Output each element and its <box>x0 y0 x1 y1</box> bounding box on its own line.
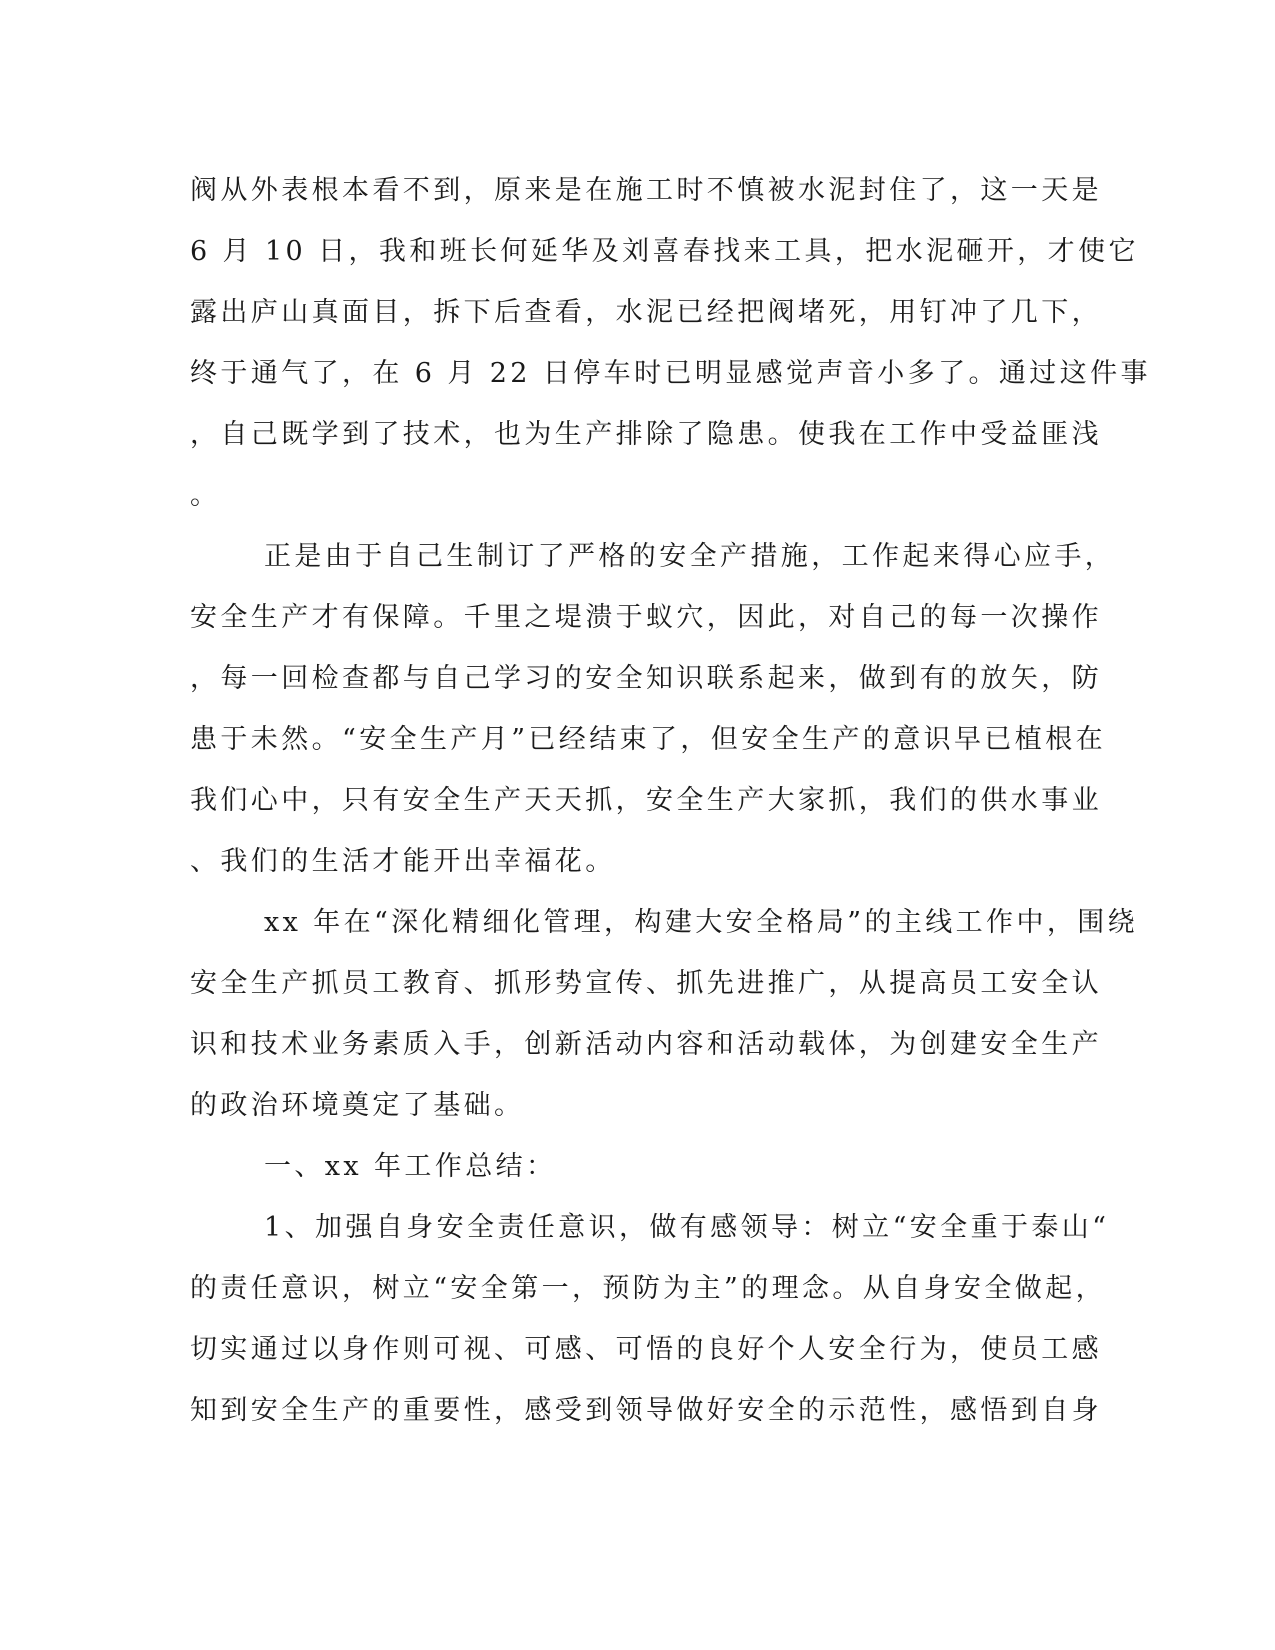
paragraph-start-line: 1、加强自身安全责任意识，做有感领导：树立“安全重于泰山“ <box>264 1212 1110 1243</box>
text-line: 安全生产抓员工教育、抓形势宣传、抓先进推广，从提高员工安全认 <box>190 968 1102 999</box>
text-line: 安全生产才有保障。千里之堤溃于蚁穴，因此，对自己的每一次操作 <box>190 602 1102 633</box>
paragraph-start-line: xx 年在“深化精细化管理，构建大安全格局”的主线工作中，围绕 <box>264 907 1139 938</box>
text-line: 、我们的生活才能开出幸福花。 <box>190 846 616 877</box>
text-line: ，每一回检查都与自己学习的安全知识联系起来，做到有的放矢，防 <box>190 663 1102 694</box>
paragraph-start-line: 正是由于自己生制订了严格的安全产措施，工作起来得心应手， <box>264 541 1116 572</box>
text-line: 阀从外表根本看不到，原来是在施工时不慎被水泥封住了，这一天是 <box>190 175 1102 206</box>
text-line: 的责任意识，树立“安全第一，预防为主”的理念。从自身安全做起， <box>190 1273 1107 1304</box>
text-line: 患于未然。“安全生产月”已经结束了，但安全生产的意识早已植根在 <box>190 724 1107 755</box>
text-line: 露出庐山真面目，拆下后查看，水泥已经把阀堵死，用钉冲了几下， <box>190 297 1102 328</box>
section-heading: 一、xx 年工作总结： <box>264 1151 557 1182</box>
text-line: 的政治环境奠定了基础。 <box>190 1090 525 1121</box>
text-line: 6 月 10 日，我和班长何延华及刘喜春找来工具，把水泥砸开，才使它 <box>190 236 1139 267</box>
text-line: 我们心中，只有安全生产天天抓，安全生产大家抓，我们的供水事业 <box>190 785 1102 816</box>
text-line: 识和技术业务素质入手，创新活动内容和活动载体，为创建安全生产 <box>190 1029 1102 1060</box>
text-line: 知到安全生产的重要性，感受到领导做好安全的示范性，感悟到自身 <box>190 1395 1102 1426</box>
text-line: 切实通过以身作则可视、可感、可悟的良好个人安全行为，使员工感 <box>190 1334 1102 1365</box>
body-text <box>190 160 1151 1441</box>
text-line: ，自己既学到了技术，也为生产排除了隐患。使我在工作中受益匪浅 <box>190 419 1102 450</box>
text-line: 终于通气了，在 6 月 22 日停车时已明显感觉声音小多了。通过这件事 <box>190 358 1151 389</box>
text-line: 。 <box>190 480 221 511</box>
